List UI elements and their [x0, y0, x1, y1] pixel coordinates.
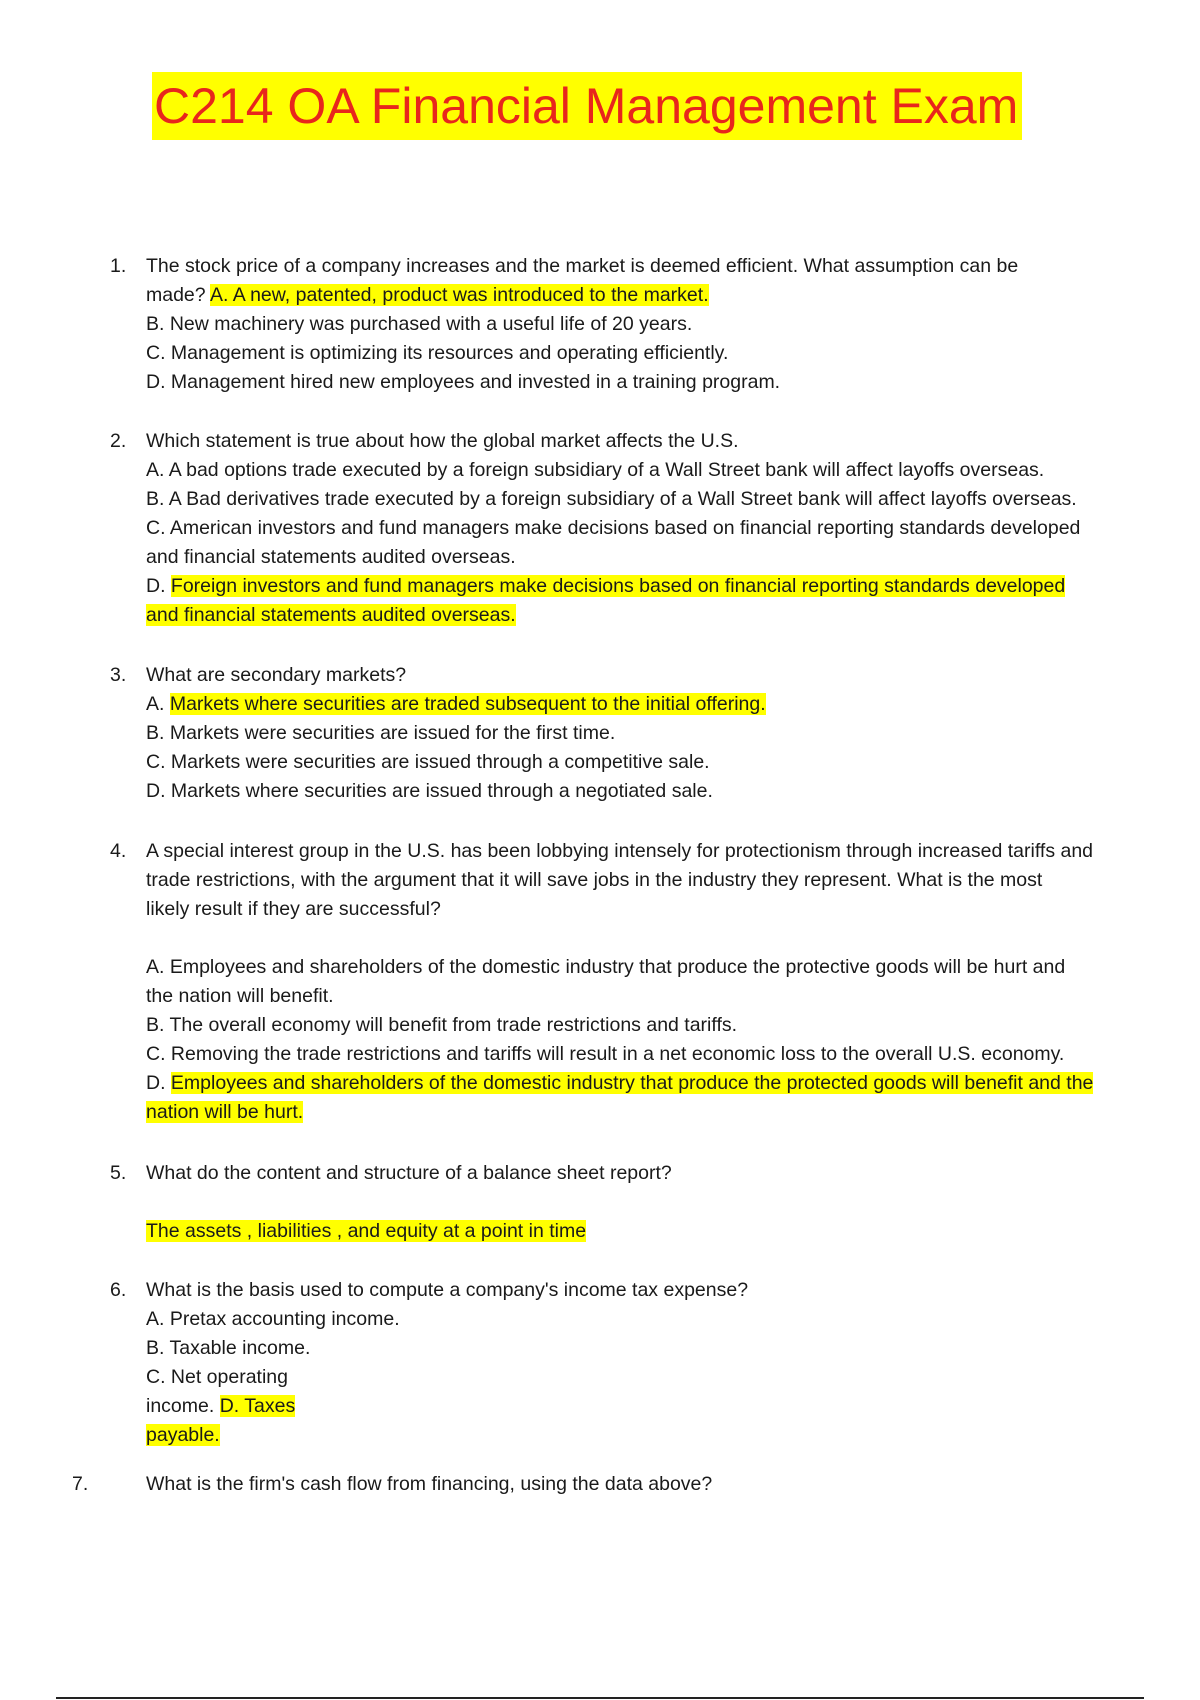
answer-option: [146, 1217, 1146, 1246]
text-run: What is the basis used to compute a company's income tax expense?: [146, 1279, 749, 1301]
text-run: What is the firm's cash flow from financing, using the data above?: [146, 1473, 713, 1495]
title-block: [152, 72, 1022, 140]
answer-option: [146, 1011, 1146, 1040]
question-number: 4.: [110, 840, 127, 862]
text-run: D. Management hired new employees and invested in a training program.: [146, 371, 781, 393]
question-number: 2.: [110, 430, 127, 452]
text-run: A special interest group in the U.S. has been lobbying intensely for protectionism through increased tariffs and: [146, 840, 1094, 862]
answer-option: [146, 748, 1146, 777]
answer-option: [146, 982, 1146, 1011]
blank-line: [146, 924, 1146, 953]
answer-option: [146, 690, 1146, 719]
answer-option: [146, 1334, 1146, 1363]
highlighted-answer: The assets , liabilities , and equity at a point in time: [146, 1220, 587, 1242]
question-number: 6.: [110, 1279, 127, 1301]
question-body: [146, 1470, 1146, 1499]
answer-option: [146, 601, 1146, 630]
text-run: Which statement is true about how the global market affects the U.S.: [146, 430, 739, 452]
question-line: [146, 1470, 1146, 1499]
answer-option: [146, 1363, 1146, 1392]
answer-option: [146, 953, 1146, 982]
text-run: D.: [146, 575, 171, 597]
text-run: B. The overall economy will benefit from trade restrictions and tariffs.: [146, 1014, 738, 1036]
text-run: A. Pretax accounting income.: [146, 1308, 400, 1330]
text-run: C. American investors and fund managers make decisions based on financial reporting standards developed: [146, 517, 1081, 539]
answer-option: [146, 310, 1146, 339]
document-title: C214 OA Financial Management Exam: [152, 72, 1022, 140]
question-line: [146, 1276, 1146, 1305]
answer-option: [146, 572, 1146, 601]
text-run: A. A bad options trade executed by a foreign subsidiary of a Wall Street bank will affect layoffs overseas.: [146, 459, 1045, 481]
answer-option: [146, 1098, 1146, 1127]
text-run: B. A Bad derivatives trade executed by a foreign subsidiary of a Wall Street bank will affect layoffs overseas.: [146, 488, 1077, 510]
footer-rule: [56, 1697, 1144, 1699]
text-run: and financial statements audited overseas.: [146, 546, 516, 568]
answer-option: [146, 1069, 1146, 1098]
text-run: B. New machinery was purchased with a useful life of 20 years.: [146, 313, 693, 335]
question-number: 7.: [72, 1473, 89, 1495]
question-line: [146, 427, 1146, 456]
text-run: D.: [146, 1072, 171, 1094]
highlighted-answer: A. A new, patented, product was introduced to the market.: [209, 284, 709, 306]
blank-line: [146, 1188, 1146, 1217]
text-run: D. Markets where securities are issued through a negotiated sale.: [146, 780, 713, 802]
text-run: income.: [146, 1395, 220, 1417]
question-line: [146, 866, 1146, 895]
answer-option: [146, 777, 1146, 806]
answer-option: [146, 1040, 1146, 1069]
question-line: [146, 281, 1146, 310]
text-run: B. Markets were securities are issued for the first time.: [146, 722, 616, 744]
answer-option: [146, 1392, 1146, 1421]
question-number: 5.: [110, 1162, 127, 1184]
text-run: The stock price of a company increases and the market is deemed efficient. What assumption can be: [146, 255, 1019, 277]
answer-option: [146, 368, 1146, 397]
question-number: 3.: [110, 664, 127, 686]
highlighted-answer: Employees and shareholders of the domestic industry that produce the protected goods will benefit and the: [170, 1072, 1094, 1094]
highlighted-answer: payable.: [146, 1424, 220, 1446]
question-line: [146, 1159, 1146, 1188]
text-run: B. Taxable income.: [146, 1337, 311, 1359]
answer-option: [146, 1305, 1146, 1334]
text-run: A.: [146, 693, 170, 715]
text-run: What are secondary markets?: [146, 664, 407, 686]
text-run: likely result if they are successful?: [146, 898, 441, 920]
highlighted-answer: Foreign investors and fund managers make decisions based on financial reporting standards developed: [170, 575, 1066, 597]
text-run: A. Employees and shareholders of the domestic industry that produce the protective goods will be hurt and: [146, 956, 1066, 978]
text-run: C. Net operating: [146, 1366, 288, 1388]
question-line: [146, 252, 1146, 281]
question-line: [146, 837, 1146, 866]
highlighted-answer: nation will be hurt.: [146, 1101, 304, 1123]
text-run: C. Markets were securities are issued through a competitive sale.: [146, 751, 710, 773]
question-body: [146, 1159, 1146, 1246]
text-run: What do the content and structure of a balance sheet report?: [146, 1162, 672, 1184]
answer-option: [146, 514, 1146, 543]
answer-option: [146, 456, 1146, 485]
question-number: 1.: [110, 255, 127, 277]
highlighted-answer: and financial statements audited overseas.: [146, 604, 516, 626]
question-line: [146, 895, 1146, 924]
question-body: [146, 1276, 1146, 1450]
answer-option: [146, 485, 1146, 514]
answer-option: [146, 339, 1146, 368]
text-run: C. Removing the trade restrictions and tariffs will result in a net economic loss to the overall U.S. economy.: [146, 1043, 1065, 1065]
answer-option: [146, 543, 1146, 572]
text-run: made?: [146, 284, 210, 306]
answer-option: [146, 719, 1146, 748]
text-run: the nation will benefit.: [146, 985, 334, 1007]
text-run: trade restrictions, with the argument that it will save jobs in the industry they represent. What is the most: [146, 869, 1043, 891]
highlighted-answer: Markets where securities are traded subsequent to the initial offering.: [169, 693, 766, 715]
question-body: [146, 252, 1146, 397]
highlighted-answer: D. Taxes: [219, 1395, 296, 1417]
question-body: [146, 427, 1146, 630]
question-line: [146, 661, 1146, 690]
answer-option: [146, 1421, 1146, 1450]
text-run: C. Management is optimizing its resources and operating efficiently.: [146, 342, 729, 364]
question-body: [146, 837, 1146, 1127]
question-body: [146, 661, 1146, 806]
